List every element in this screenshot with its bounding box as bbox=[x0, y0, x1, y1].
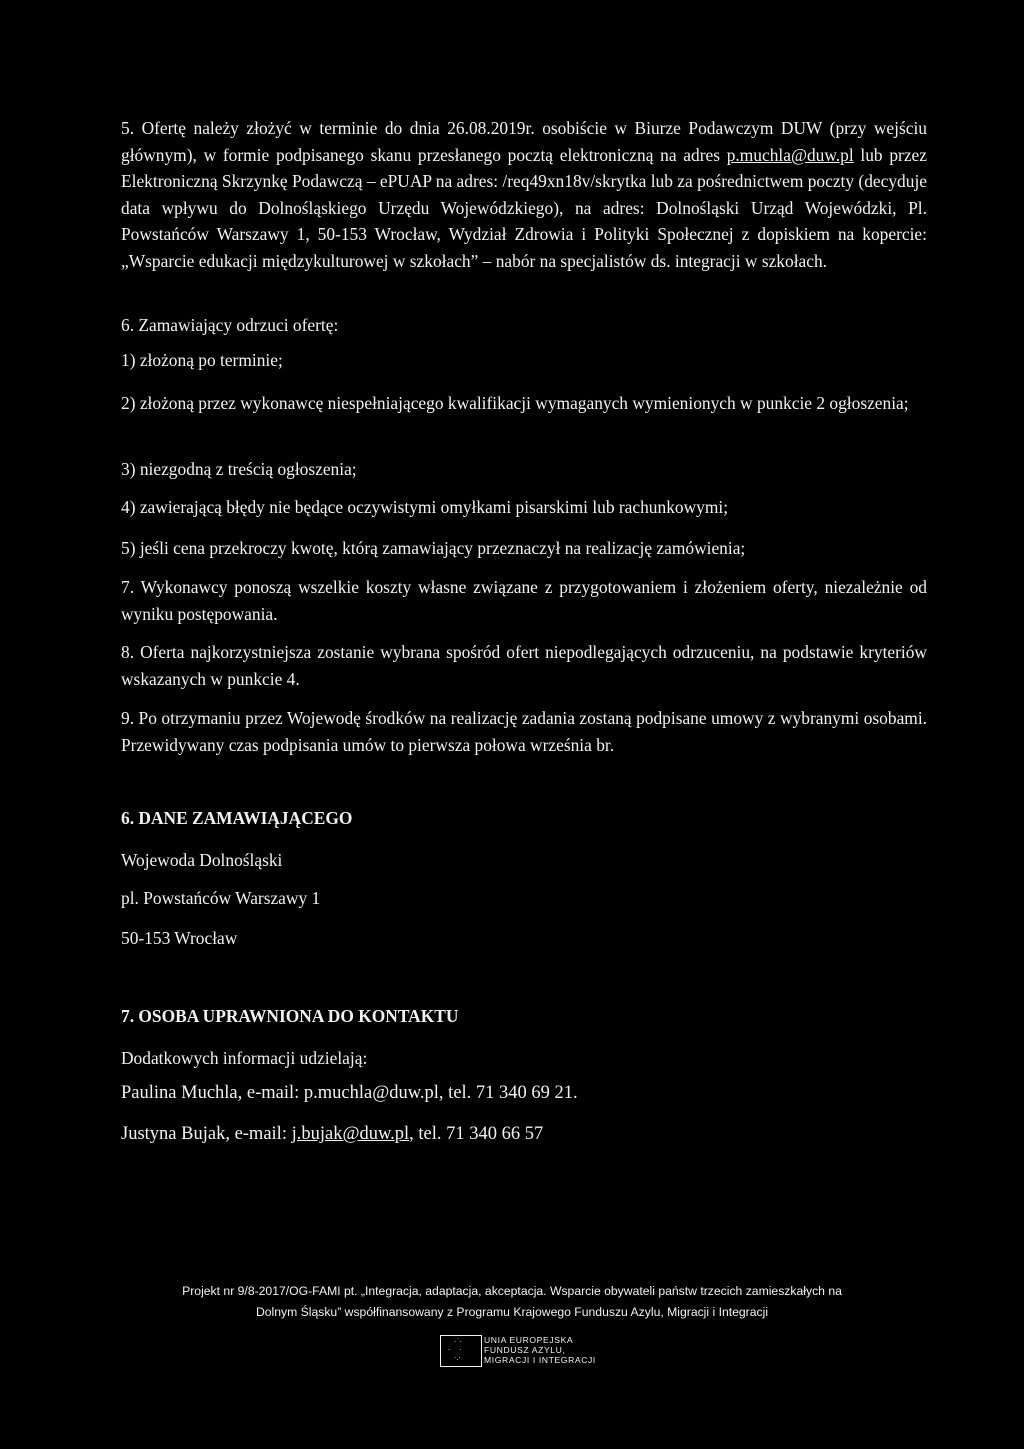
rejection-item-2: 2) złożoną przez wykonawcę niespełniającego kwalifikacji wymaganych wymienionych w punkcie 2 ogłoszenia; bbox=[121, 393, 909, 413]
footer-project-info bbox=[122, 1281, 902, 1323]
paragraph-7: 7. Wykonawcy ponoszą wszelkie koszty własne związane z przygotowaniem i złożeniem oferty, niezależnie od wyniku postępowania. bbox=[121, 577, 927, 624]
eu-logo-line-1: UNIA EUROPEJSKA bbox=[484, 1335, 574, 1345]
paragraph-6-heading: 6. Zamawiający odrzuci ofertę: bbox=[121, 315, 339, 335]
eu-logo-line-3: MIGRACJI I INTEGRACJI bbox=[484, 1355, 596, 1365]
contact-justyna-bujak bbox=[121, 1124, 543, 1145]
rejection-item-5: 5) jeśli cena przekroczy kwotę, którą zamawiający przeznaczył na realizację zamówienia; bbox=[121, 538, 746, 558]
paragraph-5 bbox=[121, 115, 927, 274]
contact-intro: Dodatkowych informacji udzielają: bbox=[121, 1048, 368, 1068]
footer-line-1: Projekt nr 9/8-2017/OG-FAMI pt. „Integracja, adaptacja, akceptacja. Wsparcie obywateli państw trzecich zamieszkałych na bbox=[182, 1284, 842, 1298]
rejection-item-3: 3) niezgodną z treścią ogłoszenia; bbox=[121, 459, 357, 479]
eu-flag-icon: ·˙· · · ·.· bbox=[440, 1335, 482, 1367]
paragraph-9: 9. Po otrzymaniu przez Wojewodę środków na realizację zadania zostaną podpisane umowy z wybranymi osobami. Przewidywany czas podpisania umów to pierwsza połowa września br. bbox=[121, 708, 927, 755]
rejection-item-4: 4) zawierającą błędy nie będące oczywistymi omyłkami pisarskimi lub rachunkowymi; bbox=[121, 497, 729, 517]
email-link-muchla-inline[interactable]: p.muchla@duw.pl bbox=[726, 144, 854, 165]
contact-justyna-suffix: , tel. 71 340 66 57 bbox=[409, 1124, 544, 1144]
paragraph-5-text-b: lub przez Elektroniczną Skrzynkę Podawczą – ePUAP na adres: /req49xn18v/skrytka lub za pośrednictwem poczty (decyduje data wpływu do Dolnośląskiego Urzędu Wojewódzkiego), na adres: Dolnośląski Urząd Wojewódzki, Pl. Powstańców Warszawy 1, 50-153 Wrocław, Wydział Zdrowia i Polityki Społecznej z dopiskiem na kopercie: „Wsparcie edukacji międzykulturowej w szkołach” – nabór na specjalistów ds. integracji w szkołach. bbox=[121, 144, 927, 271]
orderer-name: Wojewoda Dolnośląski bbox=[121, 850, 283, 870]
contact-justyna-prefix: Justyna Bujak, e-mail: bbox=[121, 1124, 292, 1144]
paragraph-5-text-a: 5. Ofertę należy złożyć w terminie do dnia 26.08.2019r. osobiście w Biurze Podawczym DUW (przy wejściu głównym), w formie podpisanego skanu przesłanego pocztą elektroniczną na adres bbox=[121, 118, 927, 165]
eu-logo-line-2: FUNDUSZ AZYLU, bbox=[484, 1345, 566, 1355]
footer-line-2: Dolnym Śląsku” współfinansowany z Programu Krajowego Funduszu Azylu, Migracji i Integracji bbox=[255, 1305, 769, 1319]
email-link-bujak[interactable]: j.bujak@duw.pl bbox=[291, 1124, 410, 1144]
paragraph-8: 8. Oferta najkorzystniejsza zostanie wybrana spośród ofert niepodlegających odrzuceniu, na podstawie kryteriów wskazanych w punkcie 4. bbox=[121, 642, 927, 689]
orderer-street: pl. Powstańców Warszawy 1 bbox=[121, 888, 321, 908]
section-7-heading: 7. OSOBA UPRAWNIONA DO KONTAKTU bbox=[121, 1006, 459, 1026]
rejection-item-1: 1) złożoną po terminie; bbox=[121, 350, 283, 370]
orderer-city: 50-153 Wrocław bbox=[121, 928, 238, 948]
section-6-heading: 6. DANE ZAMAWIĄJĄCEGO bbox=[121, 808, 353, 828]
contact-paulina-muchla: Paulina Muchla, e-mail: p.muchla@duw.pl, tel. 71 340 69 21. bbox=[121, 1083, 578, 1103]
eu-fund-logo-text bbox=[484, 1335, 596, 1365]
